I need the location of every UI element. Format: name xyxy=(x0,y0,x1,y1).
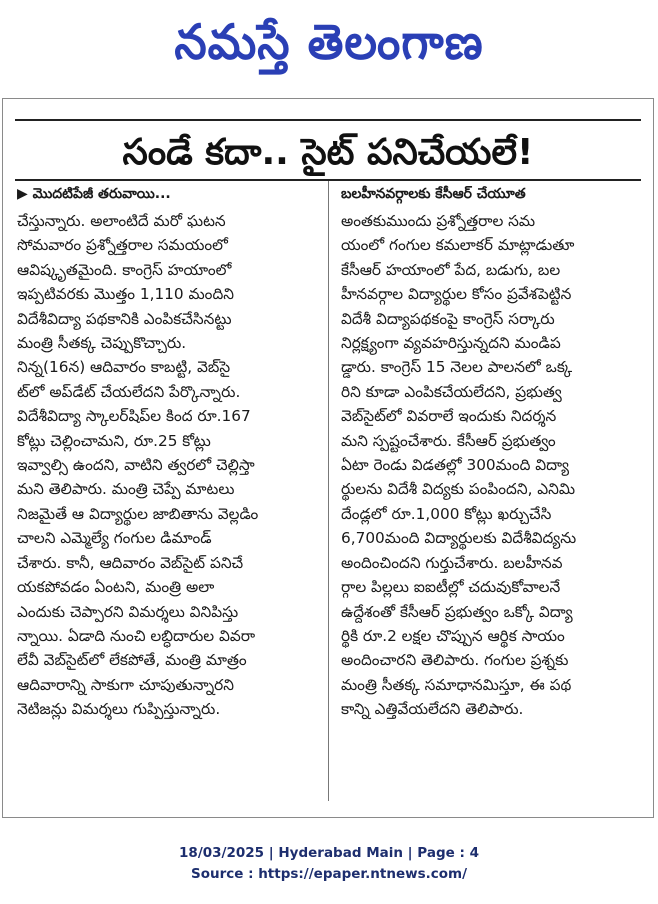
article-text-line: ఏటా రెండు విడతల్లో 300మంది విద్యా xyxy=(341,456,570,475)
article-text-line: చాలని ఎమ్మెల్యే గంగుల డిమాండ్ xyxy=(17,529,212,548)
right-column-kicker: బలహీనవర్గాలకు కేసీఆర్ చేయూత xyxy=(341,186,526,202)
article-text-line: ఆవిష్కృతమైంది. కాంగ్రెస్ హయాంలో xyxy=(17,260,232,279)
article-text-line: మంత్రి సీతక్క చెప్పుకొచ్చారు. xyxy=(17,334,187,353)
article-text-line: విదేశీవిద్యా స్కాలర్‌షిప్‌ల కింద రూ.167 xyxy=(17,407,251,426)
article-text-line: అందించారని తెలిపారు. గంగుల ప్రశ్నకు xyxy=(341,651,569,670)
article-text-line: లేవీ వెబ్‌సైట్‌లో లేకపోతే, మంత్రి మాత్రం xyxy=(17,651,247,670)
article-text-line: న్నాయి. ఏడాది నుంచి లబ్ధిదారుల వివరా xyxy=(17,626,256,645)
left-column-body xyxy=(17,209,317,722)
kicker-arrow-icon: ▶ xyxy=(17,186,33,202)
article-text-line: చేస్తున్నారు. అలాంటిదే మరో ఘటన xyxy=(17,212,226,230)
footer-source: Source : https://epaper.ntnews.com/ xyxy=(190,866,468,882)
article-text-line: మంత్రి సీతక్క సమాధానమిస్తూ, ఈ పథ xyxy=(341,675,572,694)
article-text-line: ఉద్దేశంతో కేసీఆర్ ప్రభుత్వం ఒక్కో విద్యా xyxy=(341,602,573,621)
left-column-kicker xyxy=(17,185,171,203)
article-text-line: దేండ్లలో రూ.1,000 కోట్లు ఖర్చుచేసి xyxy=(341,504,552,523)
newspaper-masthead xyxy=(0,0,658,96)
article-text-line: హీనవర్గాల విద్యార్థుల కోసం ప్రవేశపెట్టిన xyxy=(341,285,572,304)
article-text-line: ఇవ్వాల్సి ఉందని, వాటిని త్వరలో చెల్లిస్తా xyxy=(17,456,255,475)
article-text-line: విదేశీ విద్యాపథకంపై కాంగ్రెస్ సర్కారు xyxy=(341,309,555,328)
article-text-line: ర్థికి రూ.2 లక్షల చొప్పున ఆర్థిక సాయం xyxy=(341,626,565,645)
masthead-title: నమస్తే తెలంగాణ xyxy=(174,13,484,71)
article-text-line: చేశారు. కానీ, ఆదివారం వెబ్‌సైట్ పనిచే xyxy=(17,553,244,572)
column-divider xyxy=(328,181,329,801)
article-text-line: యంలో గంగుల కమలాకర్ మాట్లాడుతూ xyxy=(341,236,575,255)
article-text-line: ఇప్పటివరకు మొత్తం 1,110 మందిని xyxy=(17,285,234,304)
article-text-line: ర్గాల పిల్లలు ఐఐటీల్లో చదువుకోవాలనే xyxy=(341,578,561,597)
headline-top-rule xyxy=(15,119,641,121)
article-text-line: నిన్న(16న) ఆదివారం కాబట్టి, వెబ్‌సై xyxy=(17,358,231,377)
article-text-line: వెబ్‌సైట్‌లో వివరాలే ఇందుకు నిదర్శన xyxy=(341,407,557,426)
article-text-line: రిని కూడా ఎంపికచేయలేదని, ప్రభుత్వ xyxy=(341,382,562,401)
article-text-line: ర్థులను విదేశీ విద్యకు పంపిందని, ఎనిమి xyxy=(341,480,576,499)
article-text-line: నిజమైతే ఆ విద్యార్థుల జాబితాను వెల్లడిం xyxy=(17,504,259,523)
article-text-line: 6,700మంది విద్యార్థులకు విదేశీవిద్యను xyxy=(341,529,577,548)
article-text-line: నిర్లక్ష్యంగా వ్యవహరిస్తున్నదని మండిప xyxy=(341,334,561,353)
article-headline: సండే కదా.. సైట్ పనిచేయలే! xyxy=(122,132,534,173)
right-column-body xyxy=(341,209,643,722)
footer-dateline: 18/03/2025 | Hyderabad Main | Page : 4 xyxy=(179,845,479,861)
article-text-line: ట్‌లో అప్‌డేట్ చేయలేదని పేర్కొన్నారు. xyxy=(17,382,241,401)
article-text-line: మని స్పష్టంచేశారు. కేసీఆర్ ప్రభుత్వం xyxy=(341,431,556,450)
article-text-line: కోట్లు చెల్లించామని, రూ.25 కోట్లు xyxy=(17,431,211,450)
article-text-line: ఆదివారాన్ని సాకుగా చూపుతున్నారని xyxy=(17,675,234,694)
article-text-line: ఎందుకు చెప్పారని విమర్శలు వినిపిస్తు xyxy=(17,602,239,621)
article-text-line: సోమవారం ప్రశ్నోత్తరాల సమయంలో xyxy=(17,236,228,255)
article-text-line: అంతకుముందు ప్రశ్నోత్తరాల సమ xyxy=(341,212,536,230)
article-text-line: డ్డారు. కాంగ్రెస్ 15 నెలల పాలనలో ఒక్క xyxy=(341,358,573,377)
article-clipping xyxy=(2,98,654,818)
article-text-line: నెటిజన్లు విమర్శలు గుప్పిస్తున్నారు. xyxy=(17,700,221,719)
article-text-line: విదేశీవిద్యా పథకానికి ఎంపికచేసినట్టు xyxy=(17,309,232,328)
article-text-line: మని తెలిపారు. మంత్రి చెప్పే మాటలు xyxy=(17,480,235,499)
left-kicker-text: మొదటిపేజీ తరువాయి... xyxy=(32,186,171,202)
article-text-line: అందించిందని గుర్తుచేశారు. బలహీనవ xyxy=(341,553,563,572)
article-text-line: యకపోవడం ఏంటని, మంత్రి అలా xyxy=(17,578,215,597)
article-text-line: కాన్ని ఎత్తివేయలేదని తెలిపారు. xyxy=(341,700,524,719)
article-text-line: కేసీఆర్ హయాంలో పేద, బడుగు, బల xyxy=(341,260,561,279)
